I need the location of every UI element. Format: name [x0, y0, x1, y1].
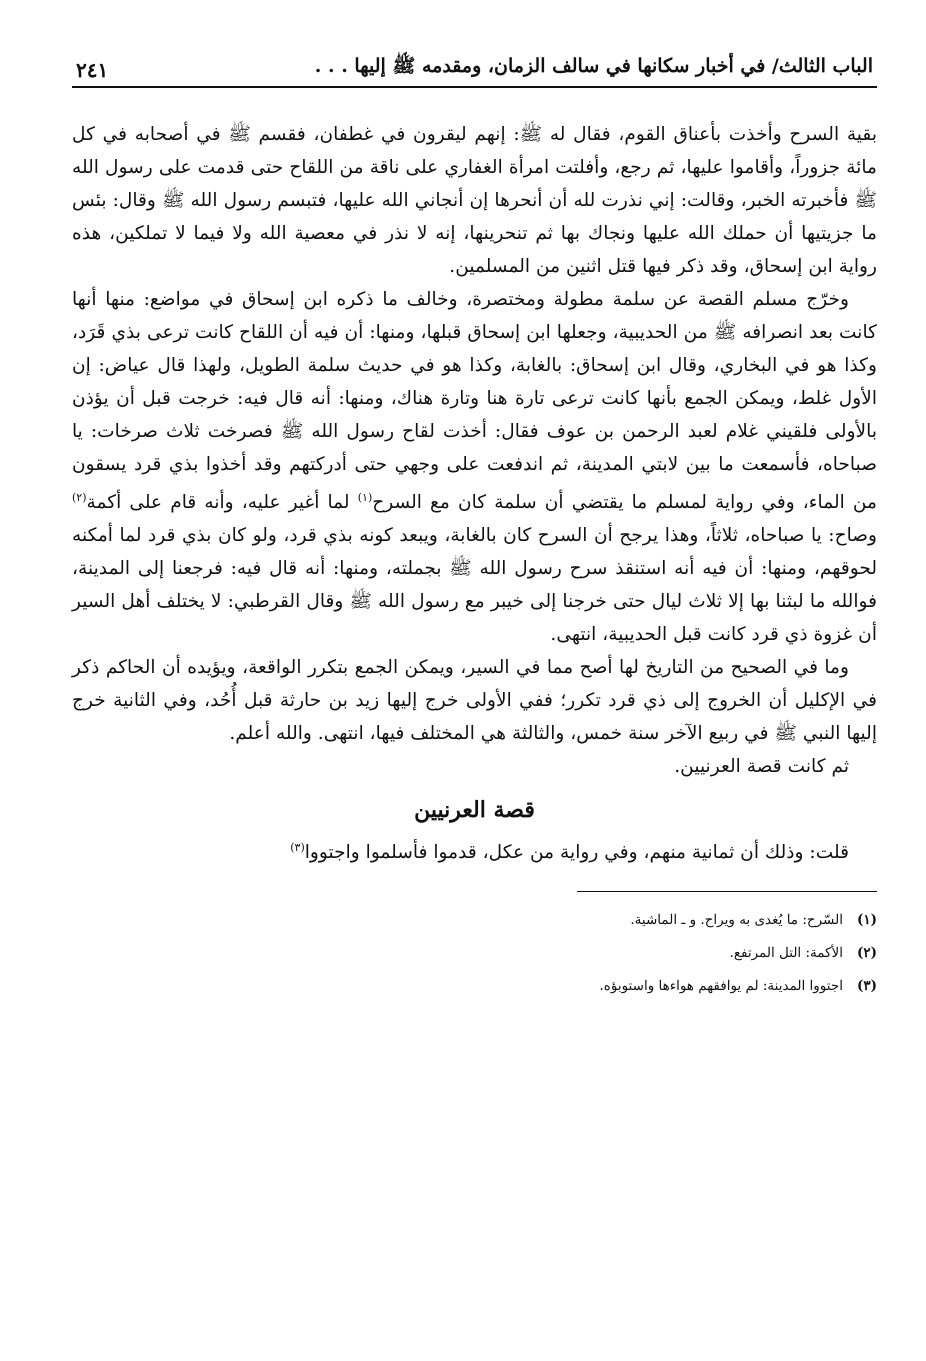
paragraph-5-text: قلت: وذلك أن ثمانية منهم، وفي رواية من عكل، قدموا فأسلموا واجتووا — [304, 842, 849, 864]
page-header — [72, 40, 877, 88]
running-title: الباب الثالث/ في أخبار سكانها في سالف الزمان، ومقدمه ﷺ إليها . . . — [314, 55, 873, 77]
footnote-1 — [72, 904, 877, 937]
paragraph-5 — [72, 831, 877, 869]
footnote-3 — [72, 970, 877, 1003]
paragraph-2 — [72, 283, 877, 651]
footnote-number: (٢) — [856, 945, 877, 962]
footnote-text: الأكمة: التل المرتفع. — [729, 945, 843, 962]
paragraph-1: بقية السرح وأخذت بأعناق القوم، فقال له ﷺ: إنهم ليقرون في غطفان، فقسم ﷺ في أصحابه في كل مائة جزوراً، وأقاموا عليها، ثم رجع، وأفلتت امرأة الغفاري على ناقة من اللقاح حتى قدمت على رسول الله ﷺ فأخبرته الخبر، وقالت: إني نذرت لله أن أنحرها إن أنجاني الله عليها، فتبسم رسول الله ﷺ وقال: بئس ما جزيتيها أن حملك الله عليها ونجاك بها ثم تنحرينها، إنه لا نذر في معصية الله ولا فيما لا تملكين، هذه رواية ابن إسحاق، وقد ذكر فيها قتل اثنين من المسلمين. — [72, 124, 877, 277]
footnote-number: (٣) — [856, 978, 877, 995]
page-number: ٢٤١ — [76, 58, 109, 82]
footnote-text: اجتووا المدينة: لم يوافقهم هواءها واستوبؤه. — [599, 978, 843, 995]
footnote-text: السّرح: ما يُغدى به ويراح. و ـ الماشية. — [630, 912, 843, 929]
paragraph-2-part-1: وخرّج مسلم القصة عن سلمة مطولة ومختصرة، وخالف ما ذكره ابن إسحاق في مواضع: منها أنها كانت بعد انصرافه ﷺ من الحديبية، وجعلها ابن إسحاق قبلها، ومنها: أن فيه أن اللقاح كانت ترعى بذي قَرَد، وكذا هو في البخاري، وقال ابن إسحاق: بالغابة، وكذا هو في حديث سلمة الطويل، ولهذا قال عياض: إن الأول غلط، ويمكن الجمع بأنها كانت ترعى تارة هنا وتارة هناك، ومنها: أنه قال فيه: خرجت قبل أن يؤذن بالأولى فلقيني غلام لعبد الرحمن بن عوف فقال: أخذت لقاح رسول الله ﷺ فصرخت ثلاث صرخات: يا صباحاه، فأسمعت ما بين لابتي المدينة، ثم اندفعت على وجهي حتى أدركتهم وقد أخذوا بذي قرد يسقون من الماء، وفي رواية لمسلم ما يقتضي أن سلمة كان مع السرح — [72, 289, 877, 514]
footnote-marker-3: (٣) — [290, 841, 305, 855]
footnote-marker-2: (٢) — [72, 491, 87, 504]
section-heading: قصة العرنيين — [414, 797, 535, 824]
paragraph-3: وما في الصحيح من التاريخ لها أصح مما في السير، ويمكن الجمع بتكرر الواقعة، ويؤيده أن الحاكم ذكر في الإكليل أن الخروج إلى ذي قرد تكرر؛ ففي الأولى خرج إليها زيد بن حارثة قبل أُحُد، وفي الثانية خرج إليها النبي ﷺ في ربيع الآخر سنة خمس، والثالثة هي المختلف فيها، انتهى. والله أعلم. — [72, 657, 877, 745]
paragraph-2-part-2: لما أغير عليه، وأنه قام على أكمة — [86, 492, 350, 514]
body-text — [72, 118, 877, 869]
footnotes — [72, 904, 877, 1003]
footnote-number: (١) — [856, 912, 877, 929]
paragraph-2-part-3: وصاح: يا صباحاه، ثلاثاً، وهذا يرجح أن السرح كان بالغابة، ويبعد كونه بذي قرد، ولو كان بذي قرد لما أمكنه لحوقهم، ومنها: أن فيه أنه استنقذ سرح رسول الله ﷺ بجملته، ومنها: أنه قال فيه: فرجعنا إلى المدينة، فوالله ما لبثنا بها إلا ثلاث ليال حتى خرجنا إلى خيبر مع رسول الله ﷺ وقال القرطبي: لا يختلف أهل السير أن غزوة ذي قرد كانت قبل الحديبية، انتهى. — [72, 525, 877, 646]
paragraph-4: ثم كانت قصة العرنيين. — [674, 756, 849, 778]
book-page — [72, 40, 877, 1340]
footnote-2 — [72, 937, 877, 970]
footnote-separator — [577, 891, 877, 892]
footnote-marker-1: (١) — [357, 491, 373, 504]
